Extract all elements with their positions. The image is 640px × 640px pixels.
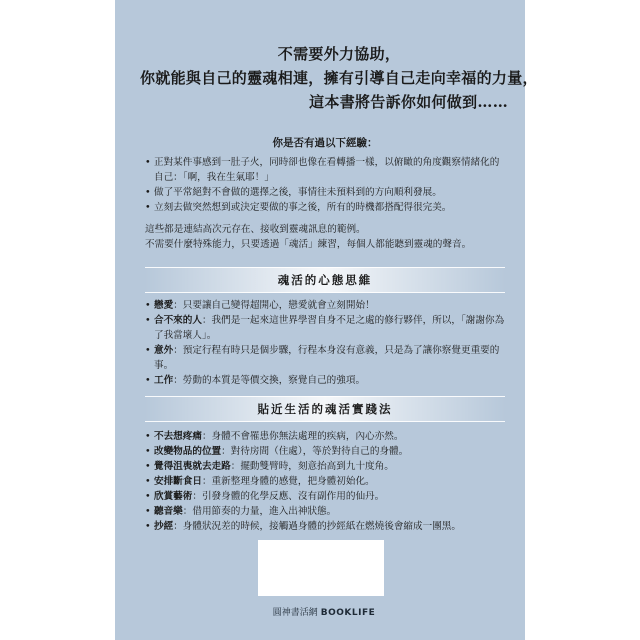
- list-item-text: ：身體不會罹患你無法處理的疾病，內心亦然。: [201, 431, 404, 442]
- list-item-term: 合不來的人: [154, 315, 202, 326]
- questions-title: 你是否有過以下經驗：: [272, 137, 378, 149]
- list-item-term: 不去想疼痛: [154, 431, 202, 442]
- list-item-text: ：借用節奏的力量，進入出神狀態。: [182, 506, 337, 517]
- intro-line-2: 不需要什麼特殊能力，只要透過「魂活」練習，每個人都能聽到靈魂的聲音。: [145, 239, 472, 250]
- questions-block: [145, 136, 505, 215]
- list-item-text: ：引發身體的化學反應、沒有副作用的仙丹。: [192, 491, 385, 502]
- list-item-term: 改變物品的位置: [154, 446, 222, 457]
- section-banner-mindset: 魂活的心態思維: [145, 267, 505, 293]
- list-item-term: 工作: [154, 375, 174, 386]
- list-item: • 改變物品的位置：對待房間（住處），等於對待自己的身體。: [145, 446, 409, 457]
- list-item: • 聽音樂：借用節奏的力量，進入出神狀態。: [145, 506, 337, 517]
- list-item-text: ：勞動的本質是等價交換，察覺自己的強項。: [173, 375, 366, 386]
- list-item: • 工作：勞動的本質是等價交換，察覺自己的強項。: [145, 375, 366, 386]
- list-item: • 正對某件事感到一肚子火，同時卻也像在看轉播一樣，以俯瞰的角度觀察情緒化的自己：「啊，我在生氣耶！」: [145, 155, 505, 185]
- list-item-text: ：身體狀況差的時候，接觸過身體的抄經紙在燃燒後會縮成一團黑。: [173, 521, 461, 532]
- list-item: • 立刻去做突然想到或決定要做的事之後，所有的時機都搭配得很完美。: [145, 200, 505, 215]
- list-item: • 不去想疼痛：身體不會罹患你無法處理的疾病，內心亦然。: [145, 431, 404, 442]
- list-item-text: 做了平常絕對不會做的選擇之後，事情往未預料到的方向順利發展。: [154, 187, 442, 198]
- list-item-term: 抄經: [154, 521, 174, 532]
- list-item-text: ：只要讓自己變得超開心，戀愛就會立刻開始！: [173, 300, 375, 311]
- list-item: • 意外：預定行程有時只是個步驟，行程本身沒有意義，只是為了讓你察覺更重要的事。: [145, 345, 500, 371]
- headline-line-1: 不需要外力協助，: [277, 45, 401, 63]
- list-item-term: 欣賞藝術: [154, 491, 193, 502]
- publisher-name: 圓神書活網: [272, 608, 318, 618]
- list-item-term: 安排斷食日: [154, 476, 202, 487]
- list-item: • 覺得沮喪就去走路：擺動雙臂時，刻意抬高到九十度角。: [145, 461, 394, 472]
- headline-line-3: 這本書將告訴你如何做到……: [309, 93, 508, 111]
- list-item: • 抄經：身體狀況差的時候，接觸過身體的抄經紙在燃燒後會縮成一團黑。: [145, 521, 461, 532]
- list-item-term: 聽音樂: [154, 506, 183, 517]
- list-item: • 欣賞藝術：引發身體的化學反應、沒有副作用的仙丹。: [145, 491, 385, 502]
- list-item-term: 意外: [154, 345, 174, 356]
- headline-line-2: 你就能與自己的靈魂相連，擁有引導自己走向幸福的力量，: [140, 69, 538, 87]
- list-item: • 安排斷食日：重新整理身體的感覺，把身體初始化。: [145, 476, 375, 487]
- intro-line-1: 這些都是連結高次元存在、接收到靈魂訊息的範例。: [145, 224, 366, 235]
- list-item-text: ：重新整理身體的感覺，把身體初始化。: [201, 476, 375, 487]
- list-item: • 做了平常絕對不會做的選擇之後，事情往未預料到的方向順利發展。: [145, 185, 505, 200]
- mindset-list: [145, 298, 505, 388]
- list-item: • 合不來的人：我們是一起來這世界學習自身不足之處的修行夥伴，所以，「謝謝你為了我當壞人」。: [145, 315, 505, 341]
- list-item-text: ：對待房間（住處），等於對待自己的身體。: [221, 446, 409, 457]
- list-item-text: ：預定行程有時只是個步驟，行程本身沒有意義，只是為了讓你察覺更重要的事。: [154, 345, 500, 371]
- list-item: • 戀愛：只要讓自己變得超開心，戀愛就會立刻開始！: [145, 300, 375, 311]
- list-item-text: 正對某件事感到一肚子火，同時卻也像在看轉播一樣，以俯瞰的角度觀察情緒化的自己：「啊，我在生氣耶！」: [154, 157, 500, 183]
- publisher-logo: [254, 605, 394, 618]
- list-item-text: ：我們是一起來這世界學習自身不足之處的修行夥伴，所以，「謝謝你為了我當壞人」。: [154, 315, 505, 341]
- intro-paragraph: [145, 222, 505, 252]
- barcode-placeholder-box: [258, 540, 384, 596]
- publisher-brand: BOOKLIFE: [320, 608, 376, 618]
- headline: [140, 42, 538, 114]
- list-item-term: 覺得沮喪就去走路: [154, 461, 231, 472]
- section-banner-practice: 貼近生活的魂活實踐法: [145, 396, 505, 422]
- list-item-text: 立刻去做突然想到或決定要做的事之後，所有的時機都搭配得很完美。: [154, 202, 452, 213]
- list-item-text: ：擺動雙臂時，刻意抬高到九十度角。: [230, 461, 394, 472]
- list-item-term: 戀愛: [154, 300, 174, 311]
- practice-list: [145, 429, 505, 534]
